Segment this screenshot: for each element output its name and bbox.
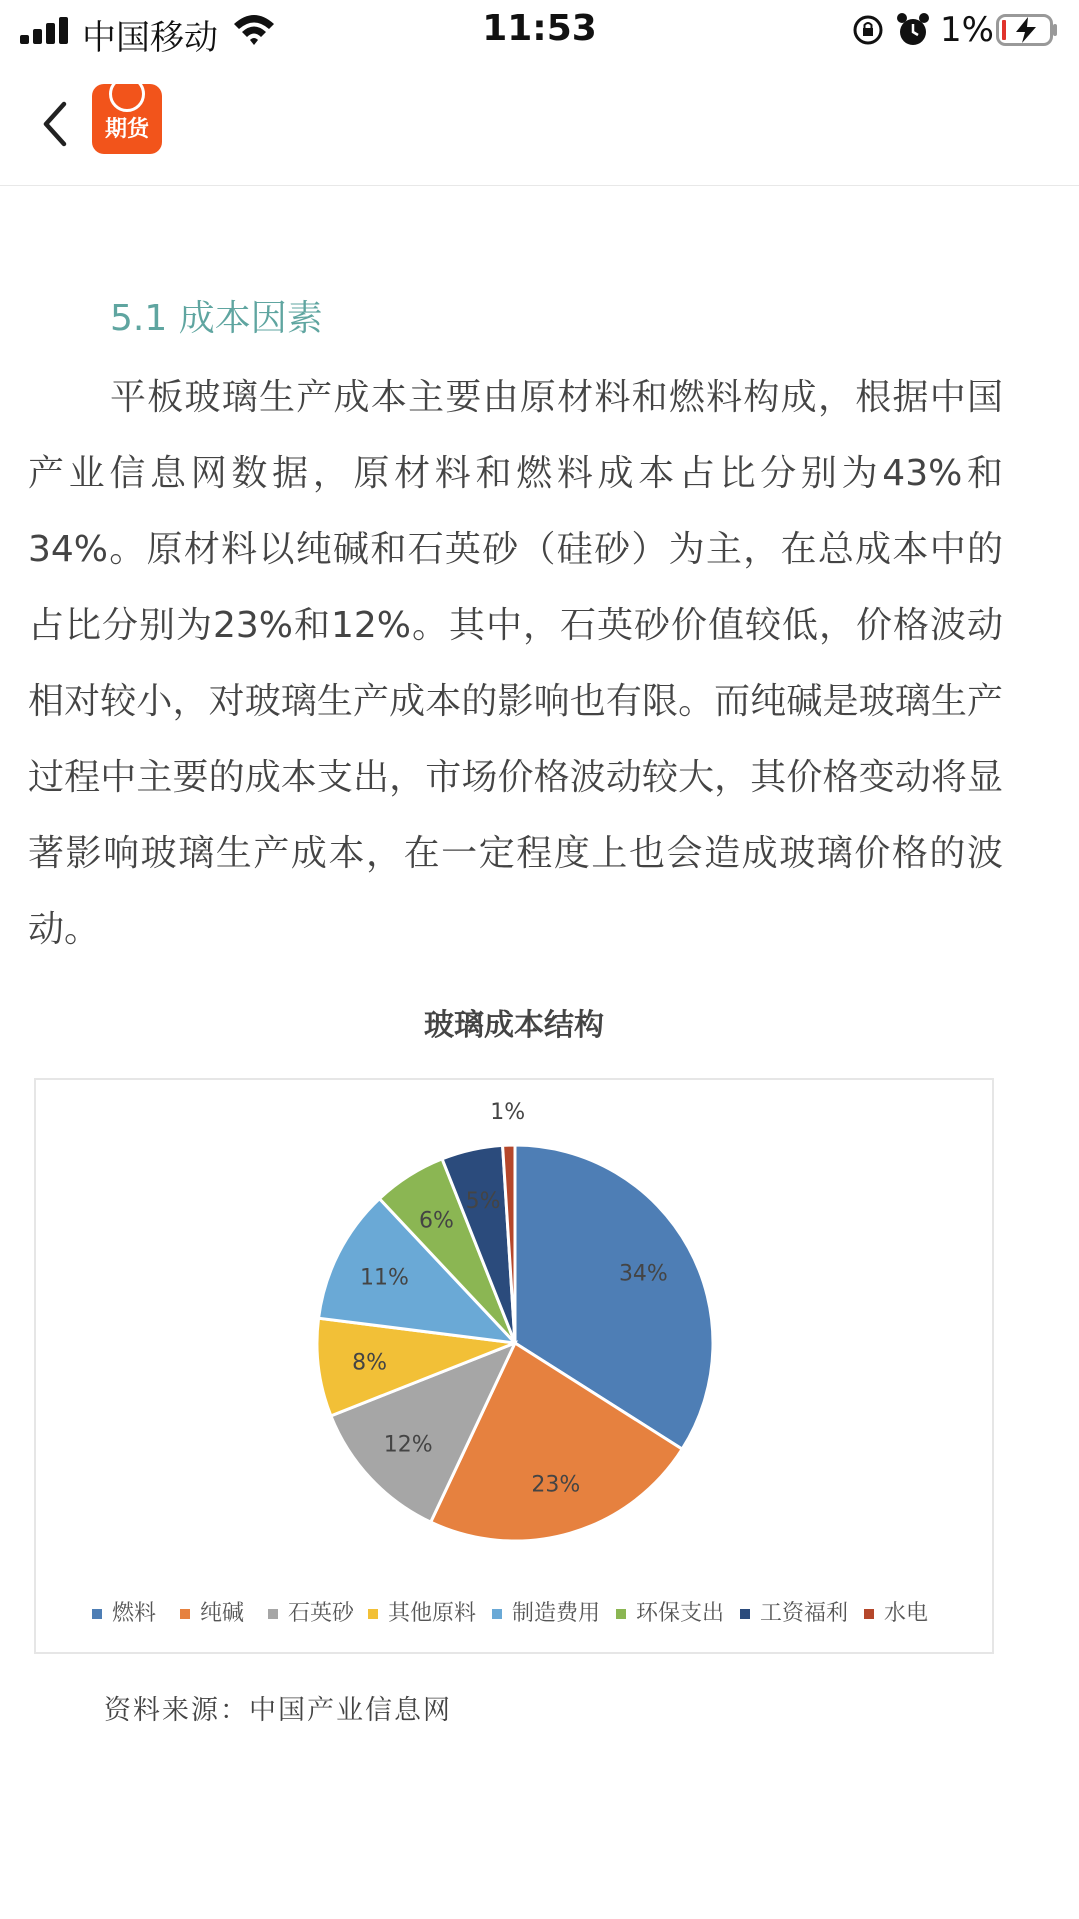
navigation-bar (0, 62, 1079, 186)
legend-label: 燃料 (112, 1601, 157, 1626)
pie-data-label: 6% (419, 1208, 454, 1234)
legend-label: 工资福利 (760, 1601, 849, 1626)
legend-swatch (864, 1609, 874, 1619)
legend-swatch (92, 1609, 102, 1619)
legend-item (616, 1596, 724, 1627)
legend-swatch (268, 1609, 278, 1619)
legend-item (740, 1596, 848, 1627)
pie-data-label: 23% (531, 1472, 581, 1498)
pie-data-label: 1% (490, 1100, 526, 1126)
legend-label: 环保支出 (636, 1601, 725, 1626)
legend-label: 纯碱 (200, 1601, 245, 1626)
pie-data-label: 8% (352, 1350, 388, 1376)
status-bar (0, 0, 1079, 62)
legend-item (864, 1596, 928, 1627)
logo-mark-icon (109, 84, 145, 112)
legend-label: 制造费用 (512, 1601, 601, 1626)
pie-chart (34, 1078, 994, 1654)
app-logo[interactable] (92, 84, 162, 154)
pie-data-label: 12% (383, 1432, 433, 1458)
legend-swatch (740, 1609, 750, 1619)
legend-swatch (180, 1609, 190, 1619)
source-note: 资料来源：中国产业信息网 (104, 1695, 452, 1726)
rotation-lock-icon (852, 14, 884, 46)
legend-item (492, 1596, 600, 1627)
legend-item (180, 1596, 244, 1627)
legend-label: 水电 (884, 1601, 929, 1626)
battery-percent: 1% (940, 10, 994, 50)
pie-data-label: 34% (618, 1261, 668, 1287)
battery-charging-icon (996, 14, 1058, 46)
carrier-name: 中国移动 (82, 18, 218, 58)
logo-text: 期货 (104, 117, 149, 142)
clock-time: 11:53 (482, 8, 597, 49)
chevron-left-icon[interactable] (38, 98, 72, 150)
section-heading: 5.1 成本因素 (110, 298, 323, 339)
chart-title: 玻璃成本结构 (424, 1008, 604, 1043)
article-paragraph: 平板玻璃生产成本主要由原材料和燃料构成，根据中国产业信息网数据，原材料和燃料成本占比分别为43%和34%。原材料以纯碱和石英砂（硅砂）为主，在总成本中的占比分别为23%和12%。其中，石英砂价值较低，价格波动相对较小，对玻璃生产成本的影响也有限。而纯碱是玻璃生产过程中主要的成本支出，市场价格波动较大，其价格变动将显著影响玻璃生产成本，在一定程度上也会造成玻璃价格的波动。 (28, 377, 1003, 950)
pie-chart-svg (36, 1080, 996, 1656)
legend-item (92, 1596, 156, 1627)
legend-swatch (368, 1609, 378, 1619)
chart-legend (58, 1596, 978, 1632)
legend-label: 石英砂 (288, 1601, 355, 1626)
legend-item (268, 1596, 354, 1627)
legend-swatch (492, 1609, 502, 1619)
alarm-icon (896, 12, 930, 48)
legend-swatch (616, 1609, 626, 1619)
legend-label: 其他原料 (388, 1601, 477, 1626)
legend-item (368, 1596, 476, 1627)
pie-data-label: 5% (465, 1189, 501, 1215)
pie-data-label: 11% (359, 1265, 409, 1291)
